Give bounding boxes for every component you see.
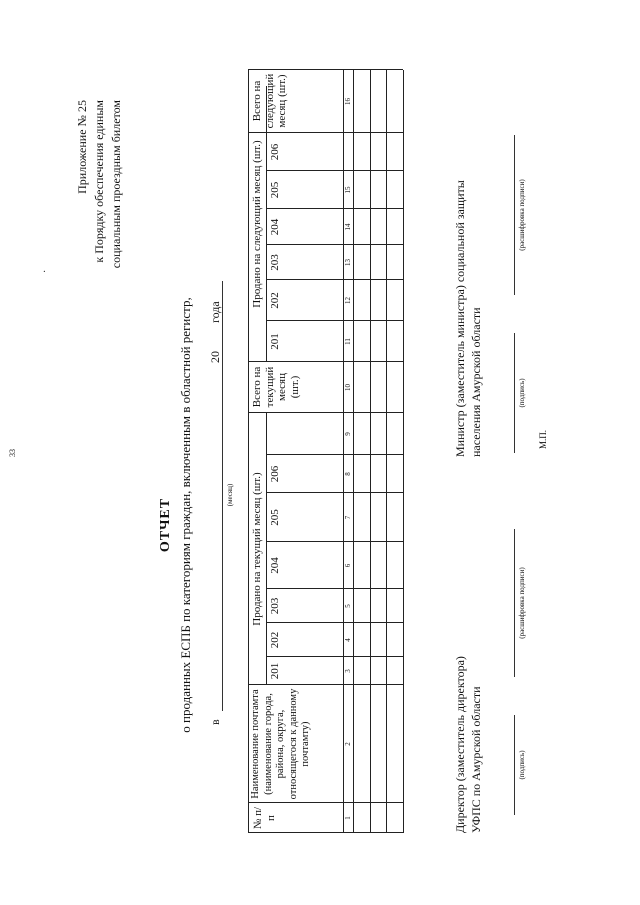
cat-current-201: 201	[269, 662, 281, 680]
col-number-8: 8	[344, 472, 352, 476]
col-number-10: 10	[344, 384, 352, 391]
header-no: № п/п	[252, 806, 277, 830]
cat-current-206: 206	[269, 465, 281, 483]
report-title: ОТЧЕТ	[158, 497, 173, 553]
signature-right-sign-caption: (подпись)	[518, 378, 526, 408]
col-line-8	[266, 454, 403, 455]
header-sold-next: Продано на следующий месяц (шт.)	[251, 140, 263, 308]
col-number-16: 16	[344, 98, 352, 105]
col-line-7	[266, 492, 403, 493]
col-line-14	[266, 208, 403, 209]
col-line-9	[248, 412, 403, 413]
cat-next-205: 205	[269, 181, 281, 199]
header-sold-current: Продано на текущий месяц (шт.)	[251, 472, 263, 626]
header-total-next: Всего на следующий месяц (шт.)	[251, 73, 288, 129]
decorative-dot: ·	[40, 269, 51, 273]
cat-current-204: 204	[269, 557, 281, 574]
col-line-6	[266, 541, 403, 542]
signature-right-name-line	[514, 135, 515, 295]
signature-left-name-caption: (расшифровка подписи)	[518, 567, 526, 639]
signature-left-title	[452, 656, 484, 833]
appendix-line-2: к Порядку обеспечения единым	[92, 100, 106, 263]
year-suffix: года	[208, 301, 222, 323]
cat-next-206: 206	[269, 143, 281, 161]
cat-next-201: 201	[269, 333, 281, 350]
col-line-11	[266, 320, 403, 321]
stamp-placeholder: М.П.	[538, 429, 548, 449]
month-caption: (месяц)	[226, 483, 234, 507]
header-post-office-name: Наименование почтамта (наименование города, района, округа, относящегося к данному почтамту)	[250, 688, 311, 800]
numbers-bottom-rule	[353, 70, 354, 833]
appendix-block	[74, 100, 125, 268]
col-number-13: 13	[344, 259, 352, 266]
signature-left-line-1: Директор (заместитель директора)	[453, 656, 467, 833]
cat-current-203: 203	[269, 597, 281, 615]
period-prefix: в	[208, 719, 222, 725]
appendix-line-3: социальным проездным билетом	[109, 100, 123, 269]
col-number-2: 2	[344, 742, 352, 746]
col-number-11: 11	[344, 338, 352, 345]
col-number-1: 1	[344, 816, 352, 820]
cat-current-202: 202	[269, 631, 281, 649]
cat-next-202: 202	[269, 292, 281, 309]
col-line-3	[266, 656, 403, 657]
signature-left-sign-line	[514, 715, 515, 815]
col-number-15: 15	[344, 186, 352, 194]
header-total-current: Всего на текущий месяц (шт.)	[251, 366, 301, 408]
col-line-13	[266, 244, 403, 245]
report-subtitle: о проданных ЕСПБ по категориям граждан, включенным в областной регистр,	[178, 297, 193, 733]
col-number-7: 7	[344, 515, 352, 520]
year-prefix: 20	[208, 351, 222, 363]
signature-right-sign-line	[514, 333, 515, 453]
signature-left-line-2: УФПС по Амурской области	[469, 686, 483, 833]
row-rule-2	[386, 70, 387, 833]
col-number-14: 14	[344, 223, 352, 231]
col-line-1	[248, 802, 403, 803]
col-number-4: 4	[344, 638, 352, 642]
table-border-top	[248, 70, 249, 833]
signature-left-sign-caption: (подпись)	[518, 750, 526, 780]
signature-left-name-line	[514, 529, 515, 677]
table-border-bottom	[403, 70, 404, 833]
signature-right-name-caption: (расшифровка подписи)	[518, 179, 526, 251]
col-number-3: 3	[344, 669, 352, 673]
cat-current-205: 205	[269, 509, 281, 526]
col-line-0	[248, 832, 403, 833]
month-blank-line	[222, 281, 223, 711]
report-table	[248, 70, 403, 833]
signature-right-title	[452, 180, 484, 457]
col-line-17	[248, 69, 403, 70]
col-line-15	[266, 170, 403, 171]
col-number-5: 5	[344, 604, 352, 608]
row-rule-1	[370, 70, 371, 833]
col-number-9: 9	[344, 432, 352, 436]
col-number-12: 12	[344, 297, 352, 304]
col-line-4	[266, 622, 403, 623]
signature-right-line-2: населения Амурской области	[469, 307, 483, 457]
col-number-6: 6	[344, 563, 352, 568]
appendix-line-1: Приложение № 25	[75, 100, 89, 194]
cat-next-204: 204	[269, 218, 281, 236]
col-line-12	[266, 279, 403, 280]
signature-right-line-1: Министр (заместитель министра) социальной защиты	[453, 180, 467, 457]
col-line-5	[266, 588, 403, 589]
cat-next-203: 203	[269, 254, 281, 271]
page-number: 33	[8, 449, 17, 457]
